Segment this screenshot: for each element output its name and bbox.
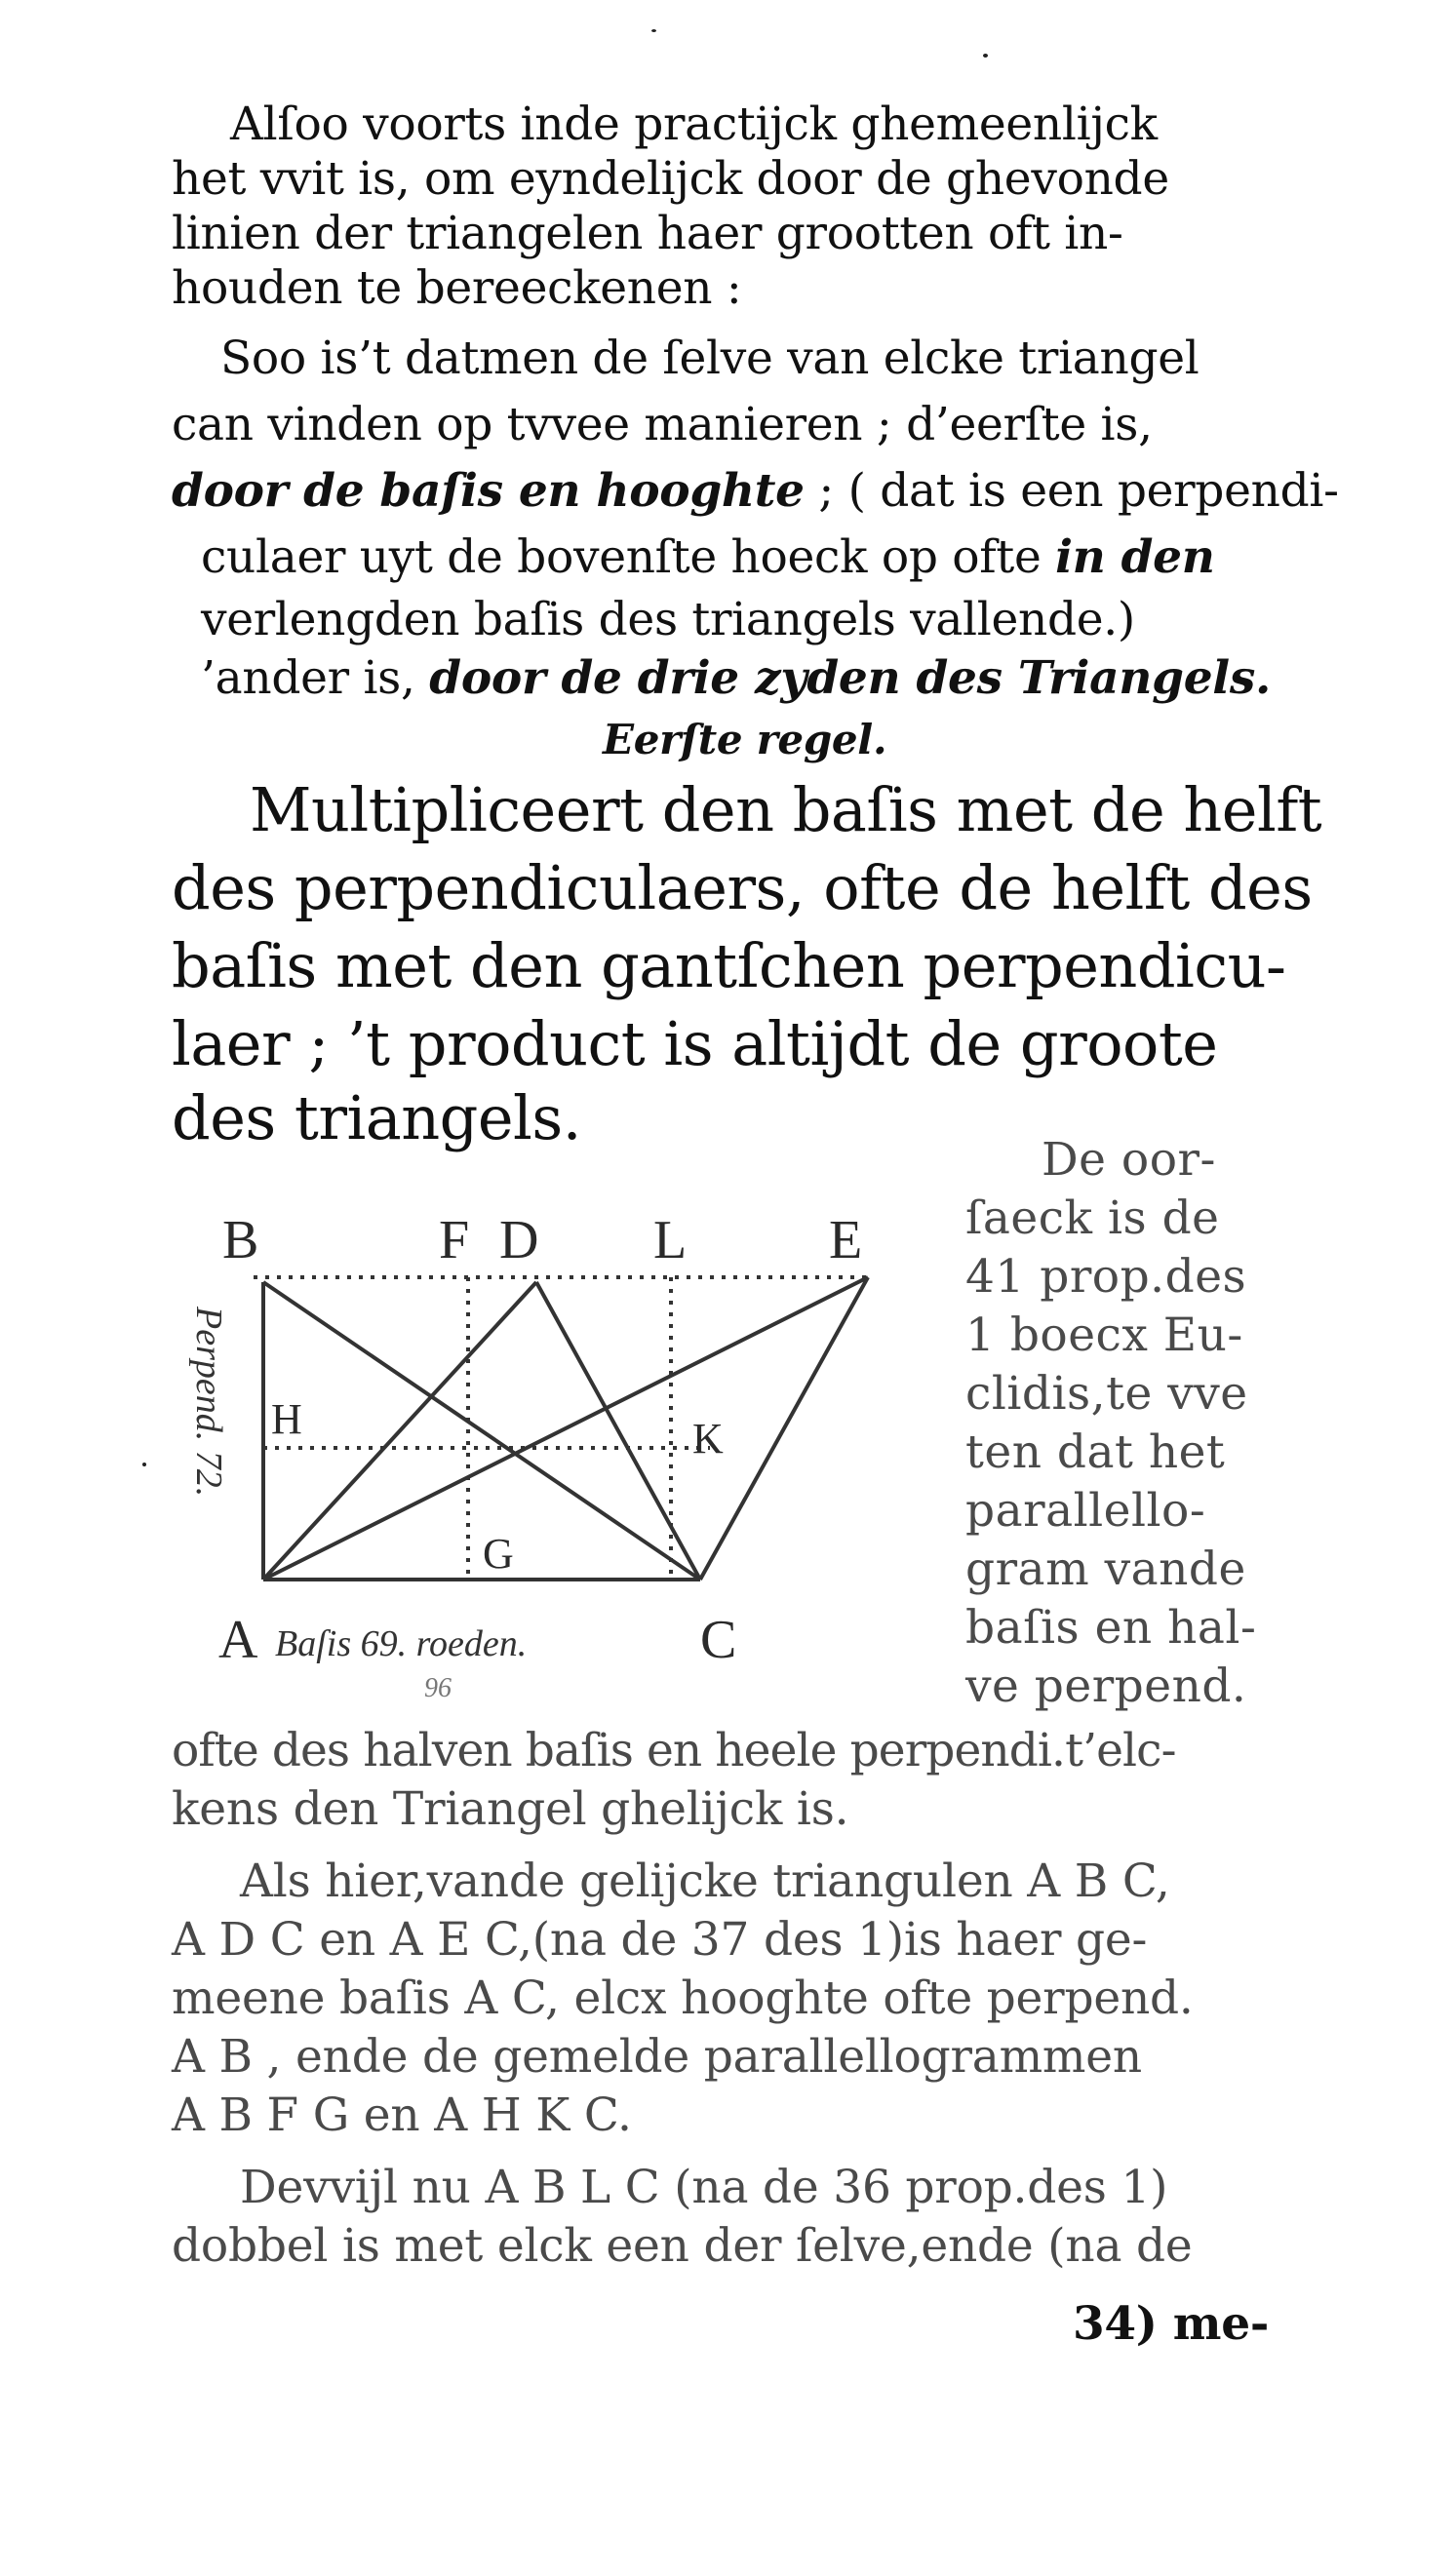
line-EC [700,1277,868,1580]
text-line: Alſoo voorts inde practijck ghemeenlijck [230,98,1158,151]
italic-phrase: door de baſis en hooghte [172,464,805,518]
text-span: ’ander is, [201,651,430,705]
text-line: A D C en A E C,(na de 37 des 1)is haer ge- [172,1913,1148,1967]
text-line: dobbel is met elck een der ſelve,ende (na de [172,2219,1193,2273]
text-line: meene baſis A C, elcx hooghte ofte perpend. [172,1971,1194,2025]
label-C: C [700,1610,737,1670]
speck-mark [983,54,988,58]
text-line: De oor- [1042,1133,1216,1187]
text-line: can vinden op tvvee manieren ; d’eerſte is, [172,398,1153,451]
label-K: K [692,1415,724,1463]
text-line: parallello- [965,1484,1206,1538]
text-line: A B F G en A H K C. [172,2088,632,2142]
label-H: H [271,1395,302,1443]
margin-dot [142,1463,146,1466]
text-line: Als hier,vande gelijcke triangulen A B C, [240,1854,1170,1908]
text-line: baſis met den gantſchen perpendicu- [172,930,1286,1001]
text-span: ; ( dat is een perpendi- [804,464,1339,518]
text-line: A B , ende de gemelde parallellogrammen [172,2030,1142,2084]
text-line: Soo is’t datmen de ſelve van elcke triangel [220,332,1199,385]
text-line: ofte des halven baſis en heele perpendi.t’elc- [172,1724,1176,1777]
text-line: het vvit is, om eyndelijck door de ghevonde [172,152,1169,206]
text-line: ten dat het [965,1425,1226,1479]
label-E: E [829,1210,863,1270]
basis-label: Baſis 69. roeden. [275,1623,528,1664]
text-line: Multipliceert den baſis met de helft [250,774,1322,845]
text-line: baſis en hal- [965,1601,1257,1655]
triangle-figure [146,1170,946,1716]
text-line: linien der triangelen haer grootten oft in- [172,207,1123,260]
figure-lines [254,1277,868,1580]
label-D: D [499,1210,539,1270]
text-span: culaer uyt de bovenſte hoeck op ofte [201,530,1056,584]
line-AE [263,1277,868,1580]
text-line: houden te bereeckenen : [172,261,742,315]
text-line [201,530,1215,584]
label-B: B [222,1210,259,1270]
speck-mark [651,29,656,32]
italic-phrase: door de drie zyden des Triangels. [429,651,1272,705]
text-line: des triangels. [172,1082,581,1153]
text-line: ſaeck is de [965,1191,1220,1245]
label-G: G [483,1530,514,1578]
text-line: ve perpend. [965,1659,1247,1713]
text-line: des perpendiculaers, ofte de helft des [172,852,1313,923]
text-line: Devvijl nu A B L C (na de 36 prop.des 1) [240,2161,1168,2214]
text-line: kens den Triangel ghelijck is. [172,1782,849,1836]
catchword: 34) me- [1073,2297,1270,2351]
text-line: gram vande [965,1542,1246,1596]
text-line [172,464,1339,518]
text-line: 41 prop.des [965,1250,1247,1304]
text-line: 1 boecx Eu- [965,1308,1243,1362]
text-line: verlengden baſis des triangels vallende.) [201,593,1135,646]
perpendicular-label: Perpend. 72. [188,1307,229,1498]
italic-phrase: in den [1055,530,1215,584]
rule-heading: Eerſte regel. [603,716,887,763]
text-line [201,651,1272,705]
scribble-note: 96 [424,1673,452,1703]
text-line: clidis,te vve [965,1367,1248,1421]
label-L: L [653,1210,688,1270]
text-line: laer ; ’t product is altijdt de groote [172,1008,1218,1079]
line-BC [263,1282,700,1580]
label-F: F [439,1210,470,1270]
label-A: A [218,1610,258,1670]
